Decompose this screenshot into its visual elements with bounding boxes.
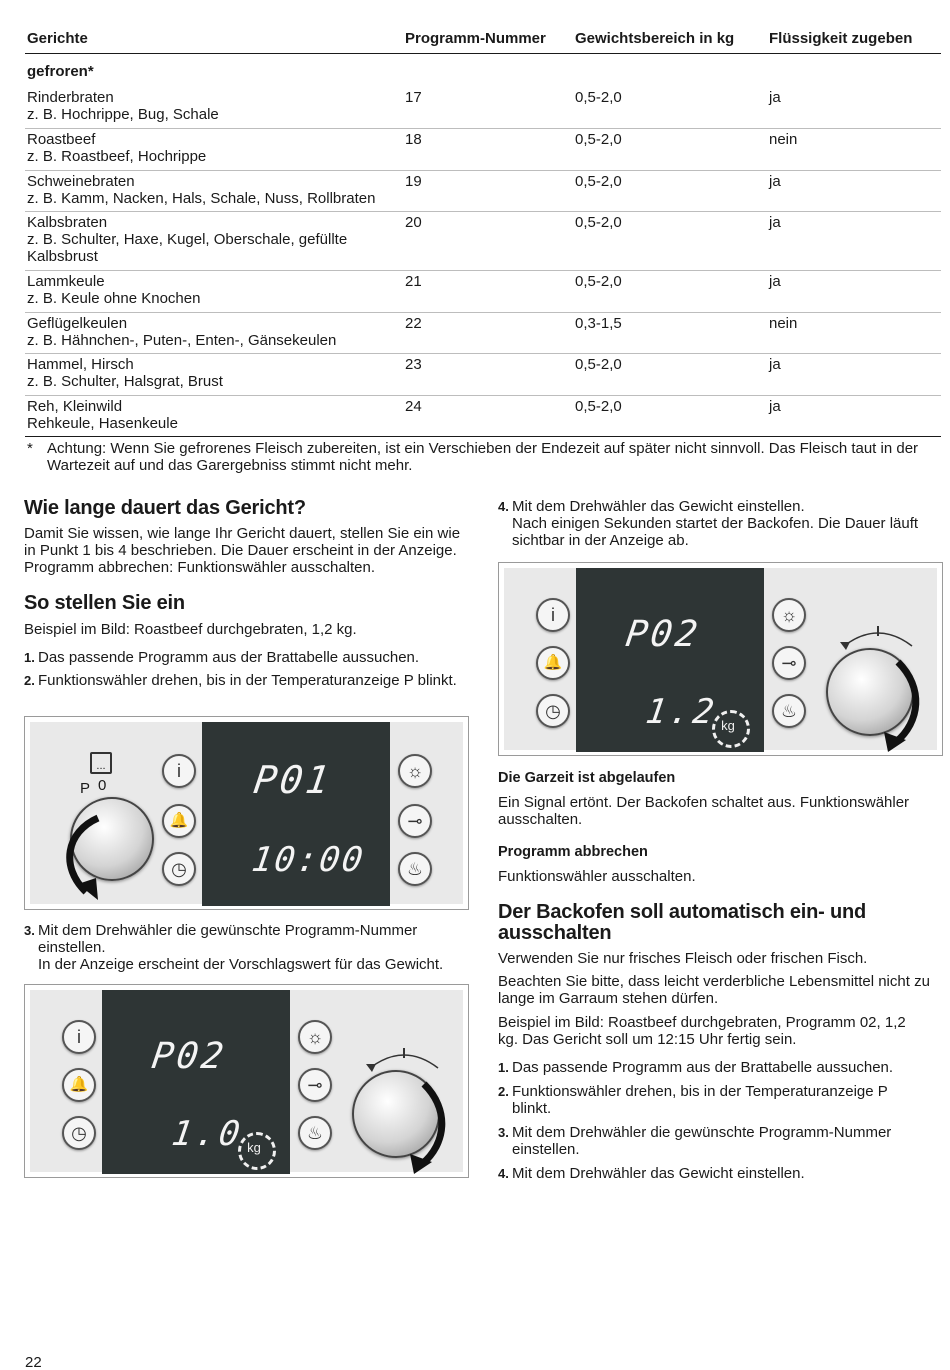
oven-panel-3 (498, 562, 943, 756)
key-lock-button[interactable]: ⊸ (772, 646, 806, 680)
mode-box-icon: ... (90, 752, 112, 774)
table-row (25, 270, 941, 312)
dish-detail: z. B. Kamm, Nacken, Hals, Schale, Nuss, Rollbraten (27, 190, 376, 207)
liquid: ja (769, 173, 781, 190)
table-bottom-rule (25, 436, 941, 437)
program-number: 23 (405, 356, 422, 373)
weight-unit-kg: kg (234, 1128, 274, 1168)
oven-panel-2 (24, 984, 469, 1178)
liquid: nein (769, 315, 798, 332)
display-time: 10:00 (249, 840, 368, 880)
rotation-indicator-icon (836, 620, 920, 652)
heading-duration: Wie lange dauert das Gericht? (24, 497, 306, 519)
weight-range: 0,5-2,0 (575, 131, 622, 148)
footnote-mark: * (27, 440, 33, 457)
header-program: Programm-Nummer (405, 30, 546, 47)
bell-button[interactable]: 🔔 (162, 804, 196, 838)
paragraph-example: Beispiel im Bild: Roastbeef durchgebraten, 1,2 kg. (24, 621, 357, 638)
weight-range: 0,5-2,0 (575, 398, 622, 415)
display-weight: 1.0 (169, 1114, 246, 1154)
program-number: 22 (405, 315, 422, 332)
table-row (25, 128, 941, 170)
display-program: P02 (623, 614, 703, 655)
dish-detail: z. B. Hähnchen-, Puten-, Enten-, Gänsekeulen (27, 332, 337, 349)
table-section-row (25, 54, 941, 87)
light-button[interactable]: ☼ (772, 598, 806, 632)
weight-range: 0,5-2,0 (575, 273, 622, 290)
dish-name: Rinderbraten (27, 89, 114, 106)
paragraph-abort-program: Funktionswähler ausschalten. (498, 868, 696, 885)
oven-panel-1 (24, 716, 469, 910)
dish-name: Lammkeule (27, 273, 105, 290)
paragraph-cooking-done: Ein Signal ertönt. Der Backofen schaltet aus. Funktionswähler ausschalten. (498, 794, 910, 828)
page-number: 22 (25, 1354, 42, 1370)
dish-name: Schweinebraten (27, 173, 135, 190)
liquid: ja (769, 273, 781, 290)
bell-button[interactable]: 🔔 (536, 646, 570, 680)
dish-detail: z. B. Roastbeef, Hochrippe (27, 148, 207, 165)
program-number: 18 (405, 131, 422, 148)
dish-detail: z. B. Keule ohne Knochen (27, 290, 201, 307)
heading-cooking-done: Die Garzeit ist abgelaufen (498, 770, 676, 786)
rotation-indicator-icon (362, 1042, 446, 1074)
table-row (25, 211, 941, 270)
weight-range: 0,5-2,0 (575, 356, 622, 373)
liquid: ja (769, 214, 781, 231)
weight-unit-kg: kg (708, 706, 748, 746)
display-weight: 1.2 (643, 692, 720, 732)
table-row (25, 170, 941, 211)
rotate-arrow-icon (56, 812, 116, 902)
key-lock-button[interactable]: ⊸ (398, 804, 432, 838)
paragraph-auto-1: Verwenden Sie nur frisches Fleisch oder frischen Fisch. (498, 950, 868, 967)
table-row (25, 312, 941, 353)
light-button[interactable]: ☼ (398, 754, 432, 788)
rotate-arrow-icon (874, 658, 924, 754)
heading-auto-on-off: Der Backofen soll automatisch ein- und ausschalten (498, 901, 867, 944)
dish-name: Reh, Kleinwild (27, 398, 123, 415)
header-dishes: Gerichte (27, 30, 88, 47)
liquid: nein (769, 131, 798, 148)
table-row (25, 87, 941, 128)
weight-range: 0,5-2,0 (575, 173, 622, 190)
paragraph-auto-3: Beispiel im Bild: Roastbeef durchgebraten, Programm 02, 1,2 kg. Das Gericht soll um 12:15 Uhr fertig sein. (498, 1014, 906, 1048)
header-weight: Gewichtsbereich in kg (575, 30, 735, 47)
table-header-row (25, 28, 941, 54)
program-number: 21 (405, 273, 422, 290)
heat-mode-button[interactable]: ♨ (298, 1116, 332, 1150)
light-button[interactable]: ☼ (298, 1020, 332, 1054)
weight-range: 0,5-2,0 (575, 89, 622, 106)
display-program: P01 (250, 758, 335, 802)
display-1 (202, 722, 390, 906)
dish-name: Geflügelkeulen (27, 315, 128, 332)
display-3 (576, 568, 764, 752)
program-number: 19 (405, 173, 422, 190)
weight-range: 0,3-1,5 (575, 315, 622, 332)
rotate-arrow-icon (400, 1080, 450, 1176)
header-liquid: Flüssigkeit zugeben (769, 30, 913, 47)
heading-setup: So stellen Sie ein (24, 592, 185, 614)
display-2 (102, 990, 290, 1174)
info-button[interactable]: i (536, 598, 570, 632)
dish-detail: Rehkeule, Hasenkeule (27, 415, 178, 432)
bell-button[interactable]: 🔔 (62, 1068, 96, 1102)
clock-button[interactable]: ◷ (62, 1116, 96, 1150)
dish-name: Hammel, Hirsch (27, 356, 134, 373)
clock-button[interactable]: ◷ (162, 852, 196, 886)
knob-label-zero: 0 (98, 777, 107, 794)
dish-name: Kalbsbraten (27, 214, 108, 231)
weight-range: 0,5-2,0 (575, 214, 622, 231)
footnote-text: Achtung: Wenn Sie gefrorenes Fleisch zubereiten, ist ein Verschieben der Endezeit auf später nicht sinnvoll. Das Fleisch taut in der Wartezeit auf und das Garergebniss stimmt nicht mehr. (47, 440, 919, 474)
info-button[interactable]: i (162, 754, 196, 788)
dish-detail: z. B. Hochrippe, Bug, Schale (27, 106, 219, 123)
heat-mode-button[interactable]: ♨ (772, 694, 806, 728)
section-frozen: gefroren* (27, 63, 94, 80)
program-number: 17 (405, 89, 422, 106)
info-button[interactable]: i (62, 1020, 96, 1054)
heading-abort-program: Programm abbrechen (498, 844, 648, 860)
key-lock-button[interactable]: ⊸ (298, 1068, 332, 1102)
paragraph-duration: Damit Sie wissen, wie lange Ihr Gericht dauert, stellen Sie ein wie in Punkt 1 bis 4 beschrieben. Die Dauer erscheint in der Anzeige. Programm abbrechen: Funktionswähler ausschalten. (24, 525, 461, 576)
program-number: 24 (405, 398, 422, 415)
liquid: ja (769, 89, 781, 106)
paragraph-auto-2: Beachten Sie bitte, dass leicht verderbliche Lebensmittel nicht zu lange im Garraum stehen dürfen. (498, 973, 930, 1007)
display-program: P02 (149, 1036, 229, 1077)
dish-detail: z. B. Schulter, Haxe, Kugel, Oberschale, gefüllte Kalbsbrust (27, 231, 348, 265)
dish-detail: z. B. Schulter, Halsgrat, Brust (27, 373, 223, 390)
dish-name: Roastbeef (27, 131, 96, 148)
liquid: ja (769, 356, 781, 373)
liquid: ja (769, 398, 781, 415)
table-row (25, 353, 941, 395)
heat-mode-button[interactable]: ♨ (398, 852, 432, 886)
table-row (25, 395, 941, 436)
knob-label-p: P (80, 780, 91, 797)
program-number: 20 (405, 214, 422, 231)
clock-button[interactable]: ◷ (536, 694, 570, 728)
cooking-table (25, 28, 941, 437)
